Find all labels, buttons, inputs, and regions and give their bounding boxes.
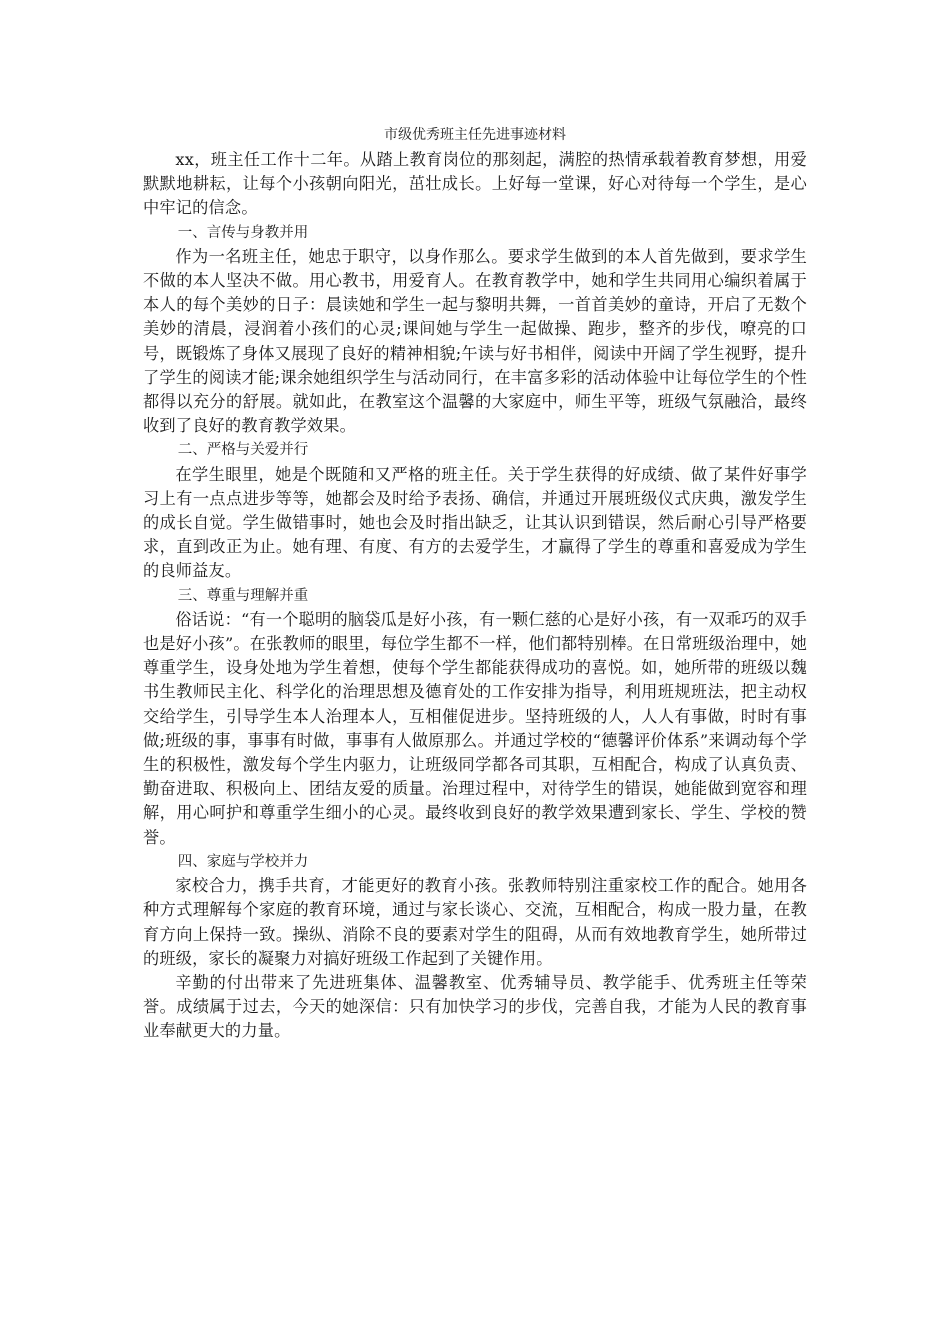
section-body: 家校合力，携手共育，才能更好的教育小孩。张教师特别注重家校工作的配合。她用各种方式理解每个家庭的教育环境，通过与家长谈心、交流，互相配合，构成一股力量，在教育方向上保持一致。操纵、消除不良的要素对学生的阻碍，从而有效地教育学生，她所带过的班级，家长的凝聚力对搞好班级工作起到了关键作用。 bbox=[143, 876, 807, 968]
document-page bbox=[143, 122, 807, 1044]
section-heading: 二、严格与关爱并行 bbox=[177, 442, 309, 459]
section-2 bbox=[143, 438, 807, 583]
section-3 bbox=[143, 584, 807, 850]
document-title: 市级优秀班主任先进事迹材料 bbox=[384, 127, 566, 143]
section-body: 在学生眼里，她是个既随和又严格的班主任。关于学生获得的好成绩、做了某件好事学习上有一点点进步等等，她都会及时给予表扬、确信，并通过开展班级仪式庆典，激发学生的成长自觉。学生做错事时，她也会及时指出缺乏，让其认识到错误，然后耐心引导严格要求，直到改正为止。她有理、有度、有方的去爱学生，才赢得了学生的尊重和喜爱成为学生的良师益友。 bbox=[143, 464, 807, 581]
section-1 bbox=[143, 221, 807, 439]
intro-paragraph: xx，班主任工作十二年。从踏上教育岗位的那刻起，满腔的热情承载着教育梦想，用爱默默地耕耘，让每个小孩朝向阳光，茁壮成长。上好每一堂课，好心对待每一个学生，是心中牢记的信念。 bbox=[143, 150, 807, 218]
section-heading: 四、家庭与学校并力 bbox=[177, 853, 309, 870]
section-4 bbox=[143, 850, 807, 971]
closing-paragraph: 辛勤的付出带来了先进班集体、温馨教室、优秀辅导员、教学能手、优秀班主任等荣誉。成绩属于过去，今天的她深信：只有加快学习的步伐，完善自我，才能为人民的教育事业奉献更大的力量。 bbox=[143, 972, 807, 1041]
section-heading: 三、尊重与理解并重 bbox=[177, 587, 309, 604]
section-body: 作为一名班主任，她忠于职守，以身作那么。要求学生做到的本人首先做到，要求学生不做的本人坚决不做。用心教书，用爱育人。在教育教学中，她和学生共同用心编织着属于本人的每个美妙的日子：晨读她和学生一起与黎明共舞，一首首美妙的童诗，开启了无数个美妙的清晨，浸润着小孩们的心灵;课间她与学生一起做操、跑步，整齐的步伐，嘹亮的口号，既锻炼了身体又展现了良好的精神相貌;午读与好书相伴，阅读中开阔了学生视野，提升了学生的阅读才能;课余她组织学生与活动同行，在丰富多彩的活动体验中让每位学生的个性都得以充分的舒展。就如此，在教室这个温馨的大家庭中，师生平等，班级气氛融洽，最终收到了良好的教育教学效果。 bbox=[143, 246, 807, 436]
section-body: 俗话说：“有一个聪明的脑袋瓜是好小孩，有一颗仁慈的心是好小孩，有一双乖巧的双手也是好小孩”。在张教师的眼里，每位学生都不一样，他们都特别棒。在日常班级治理中，她尊重学生，设身处地为学生着想，使每个学生都能获得成功的喜悦。如，她所带的班级以魏书生教师民主化、科学化的治理思想及德育处的工作安排为指导，利用班规班法，把主动权交给学生，引导学生本人治理本人，互相催促进步。坚持班级的人，人人有事做，时时有事做;班级的事，事事有时做，事事有人做原那么。并通过学校的“德馨评价体系”来调动每个学生的积极性，激发每个学生内驱力，让班级同学都各司其职，互相配合，构成了认真负责、勤奋进取、积极向上、团结友爱的质量。治理过程中，对待学生的错误，她能做到宽容和理解，用心呵护和尊重学生细小的心灵。最终收到良好的教学效果遭到家长、学生、学校的赞誉。 bbox=[143, 609, 807, 847]
section-heading: 一、言传与身教并用 bbox=[177, 224, 309, 241]
